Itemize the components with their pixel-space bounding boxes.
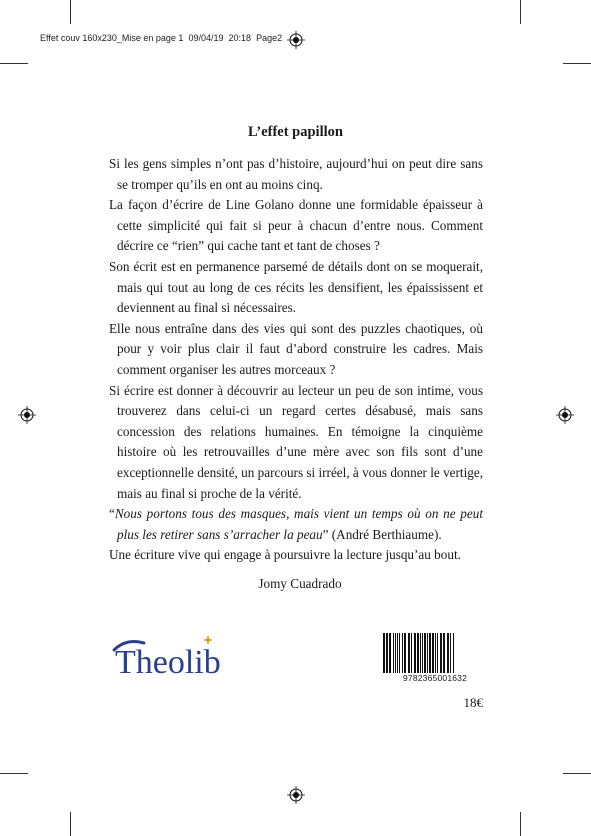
crop-mark-br-v: [520, 812, 521, 836]
barcode-bar: [417, 633, 419, 673]
registration-mark-right: [556, 406, 574, 424]
quote-paragraph: [109, 504, 483, 545]
barcode-bar: [435, 633, 436, 673]
barcode-bar: [427, 633, 428, 673]
barcode-bar: [414, 633, 416, 673]
crop-mark-tr-v: [520, 0, 521, 24]
theolib-logo-icon: [112, 630, 232, 680]
page-title: L’effet papillon: [248, 124, 343, 140]
slug-time: 20:18: [228, 33, 252, 43]
publisher-logo: [112, 630, 232, 680]
back-cover-text: [109, 154, 483, 594]
barcode-bar: [411, 633, 412, 673]
barcode-bar: [443, 633, 445, 673]
signature: Jomy Cuadrado: [258, 575, 342, 591]
slug-filename: Effet couv 160x230_Mise en page 1: [40, 33, 184, 43]
slug-date: 09/04/19: [188, 33, 224, 43]
barcode-bar: [432, 633, 434, 673]
paragraph-1: Si les gens simples n’ont pas d’histoire, aujourd’hui on peut dire sans se tromper qu’ils en ont au moins cinq.: [109, 156, 483, 192]
crop-mark-bl-v: [70, 812, 71, 836]
barcode-bar: [447, 633, 449, 673]
barcode-bar: [424, 633, 426, 673]
barcode-bar: [429, 633, 431, 673]
barcode-bar: [422, 633, 423, 673]
barcode-bar: [393, 633, 394, 673]
barcode-bar: [389, 633, 391, 673]
crop-mark-tl-h: [0, 63, 28, 64]
barcode-bar: [450, 633, 451, 673]
barcode-bar: [383, 633, 385, 673]
barcode-bar: [437, 633, 438, 673]
paragraph-2: La façon d’écrire de Line Golano donne une formidable épaisseur à cette simplicité qui fait si peur à chacun d’entre nous. Comment décrire ce “rien” qui cache tant et tant de choses ?: [109, 197, 483, 254]
barcode-bar: [420, 633, 421, 673]
barcode-bar: [440, 633, 442, 673]
paragraph-5: Si écrire est donner à découvrir au lecteur un peu de son intime, vous trouverez dans celui-ci un regard certes désabusé, mais sans concession des relations humaines. En témoigne la cinquième histoire où les retrouvailles d’une mère avec son fils sont d’une exceptionnelle densité, un parcours si irréel, à vous donner le vertige, mais au final si proche de la vérité.: [109, 382, 483, 501]
barcode-bar: [404, 633, 406, 673]
registration-mark-bottom: [287, 786, 305, 804]
barcode-number: 9782365001632: [402, 673, 468, 683]
paragraph-3: Son écrit est en permanence parsemé de détails dont on se moquerait, mais qui tout au long de ces récits les densifient, les épaississent et deviennent au final si nécessaires.: [109, 258, 483, 316]
printer-slug: [40, 33, 282, 43]
crop-mark-tl-v: [70, 0, 71, 24]
paragraph-4: Elle nous entraîne dans des vies qui sont des puzzles chaotiques, où pour y voir plus clair il faut d’abord construire les cadres. Mais comment organiser les autres morceaux ?: [109, 320, 483, 377]
quote-text: Nous portons tous des masques, mais vient un temps où on ne peut plus les retirer sans s’arracher la peau: [114, 506, 483, 542]
publisher-name: Theolib: [115, 644, 221, 680]
price: 18€: [463, 695, 483, 710]
registration-mark-top: [287, 31, 305, 49]
barcode-bar: [399, 633, 400, 673]
barcode-bar: [453, 633, 454, 673]
quote-attribution: ” (André Berthiaume).: [322, 526, 442, 542]
registration-mark-left: [18, 406, 36, 424]
barcode-bar: [397, 633, 398, 673]
slug-page: Page2: [256, 33, 283, 43]
crop-mark-br-h: [563, 773, 591, 774]
barcode-bars: [382, 633, 488, 673]
barcode-bar: [408, 633, 410, 673]
barcode-bar: [386, 633, 388, 673]
crop-mark-tr-h: [563, 63, 591, 64]
closing-paragraph: Une écriture vive qui engage à poursuivre la lecture jusqu’au bout.: [109, 547, 461, 563]
barcode-bar: [395, 633, 396, 673]
crop-mark-bl-h: [0, 773, 28, 774]
barcode-bar: [402, 633, 403, 673]
quote-open: “: [109, 506, 115, 522]
